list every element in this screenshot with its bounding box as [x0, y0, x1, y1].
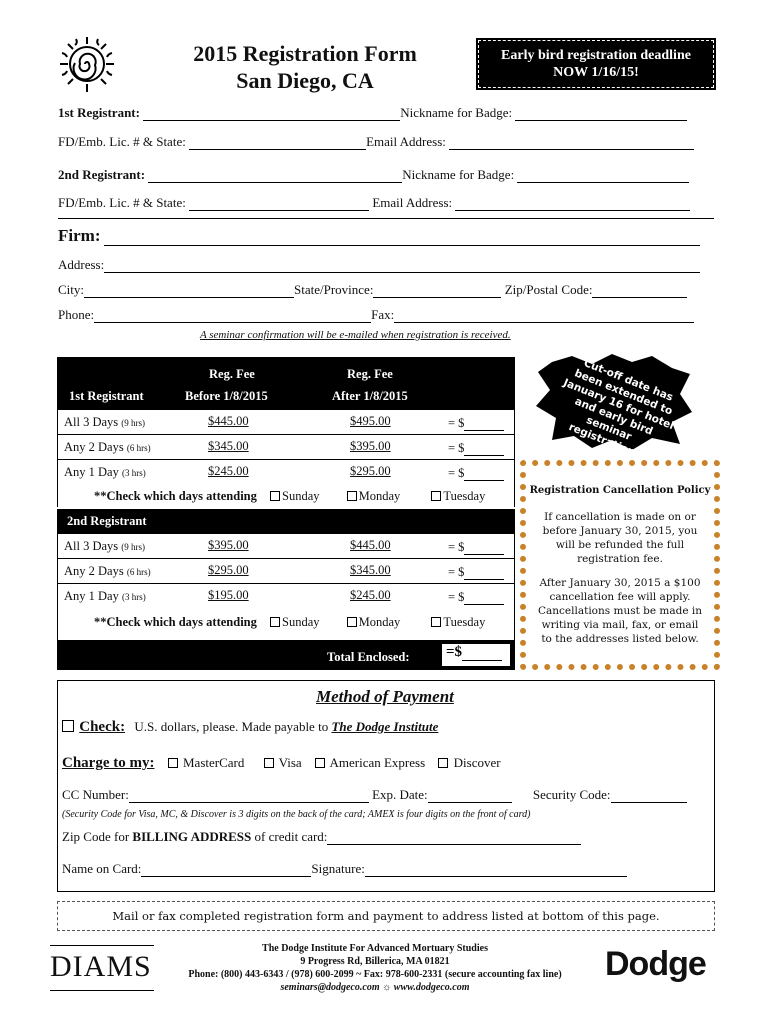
fee-total[interactable]: = $ — [448, 466, 504, 481]
fee-row — [58, 533, 514, 558]
address-row — [58, 257, 700, 273]
checkbox-icon — [264, 758, 274, 768]
zip-label: Zip/Postal Code: — [504, 282, 593, 297]
firm-row — [58, 226, 700, 246]
footer-phone: Phone: (800) 443-6343 / (978) 600-2099 ~ Fax: 978-600-2331 (secure accounting fax line) — [188, 969, 562, 980]
checkbox-icon — [431, 617, 441, 627]
checkbox-icon — [168, 758, 178, 768]
confirmation-note: A seminar confirmation will be e-mailed when registration is received. — [200, 329, 511, 341]
fax-label: Fax: — [371, 307, 395, 322]
fee-before: $245.00 — [208, 464, 249, 478]
fee-total[interactable]: = $ — [448, 441, 504, 456]
charge-label: Charge to my: — [62, 755, 155, 771]
title-line-2: San Diego, CA — [236, 68, 374, 93]
diams-logo-text: DIAMS — [50, 950, 152, 983]
footer-org: The Dodge Institute For Advanced Mortuary Studies — [262, 943, 488, 954]
city-row — [58, 282, 687, 298]
zip-bold: BILLING ADDRESS — [132, 829, 252, 844]
nickname-label-1: Nickname for Badge: — [400, 105, 513, 120]
exp-label: Exp. Date: — [372, 787, 428, 802]
page-title — [150, 40, 460, 94]
security-field[interactable] — [611, 791, 687, 803]
fee-before: $195.00 — [208, 588, 249, 602]
second-license-row — [58, 195, 690, 211]
fee-row-label: Any 1 Day (3 hrs) — [64, 465, 146, 479]
email-label-1: Email Address: — [366, 134, 446, 149]
title-line-1: 2015 Registration Form — [193, 41, 417, 66]
monday-checkbox-1[interactable] — [347, 489, 401, 503]
zip-field[interactable] — [592, 286, 687, 298]
fee-total[interactable]: = $ — [448, 590, 504, 605]
discover-option[interactable] — [438, 755, 500, 770]
check-days-label: **Check which days attending — [94, 615, 257, 629]
billing-zip-row — [62, 829, 581, 845]
policy-box — [520, 460, 720, 670]
address-label: Address: — [58, 257, 105, 272]
check-row — [62, 719, 438, 736]
payment-heading: Method of Payment — [316, 687, 454, 706]
name-label: Name on Card: — [62, 861, 142, 876]
payee: The Dodge Institute — [331, 719, 439, 734]
fee-row-label: All 3 Days (9 hrs) — [64, 539, 146, 553]
check-checkbox[interactable] — [62, 719, 76, 734]
reg-fee-label-before: Reg. Fee — [209, 367, 255, 381]
license-label-2: FD/Emb. Lic. # & State: — [58, 195, 186, 210]
city-label: City: — [58, 282, 85, 297]
security-note: (Security Code for Visa, MC, & Discover is 3 digits on the back of the card; AMEX is four digits on the front of card) — [62, 809, 531, 820]
second-registrant-field[interactable] — [148, 171, 402, 183]
sunday-label: Sunday — [282, 615, 320, 629]
first-registrant-field[interactable] — [143, 109, 400, 121]
mail-note-box — [57, 901, 715, 931]
signature-field[interactable] — [365, 865, 627, 877]
mastercard-label: MasterCard — [182, 755, 245, 770]
amex-label: American Express — [329, 755, 426, 770]
sun-logo-icon — [52, 33, 122, 95]
second-registrant-label: 2nd Registrant: — [58, 167, 146, 182]
state-label: State/Province: — [294, 282, 374, 297]
fee-row — [58, 558, 514, 583]
divider — [58, 218, 714, 219]
monday-checkbox-2[interactable] — [347, 615, 401, 629]
billing-zip-field[interactable] — [327, 833, 581, 845]
phone-row — [58, 307, 694, 323]
fee-before: $445.00 — [208, 414, 249, 428]
fee-after: $245.00 — [350, 588, 391, 602]
check-text: U.S. dollars, please. Made payable to — [134, 719, 329, 734]
fee-row-label: Any 2 Days (6 hrs) — [64, 564, 151, 578]
footer-address: 9 Progress Rd, Billerica, MA 01821 — [300, 956, 450, 967]
fee-after: $295.00 — [350, 464, 391, 478]
tuesday-checkbox-1[interactable] — [431, 489, 485, 503]
fee-total[interactable]: = $ — [448, 416, 504, 431]
dodge-logo: Dodge — [605, 945, 706, 983]
security-label: Security Code: — [532, 787, 611, 802]
payment-box — [57, 680, 715, 892]
footer-block — [170, 942, 580, 994]
second-registrant-row — [58, 167, 689, 183]
total-label: Total Enclosed: — [327, 650, 410, 664]
fee-before: $345.00 — [208, 439, 249, 453]
total-value: =$ — [446, 644, 463, 660]
address-field[interactable] — [104, 261, 700, 273]
policy-title: Registration Cancellation Policy — [529, 485, 711, 496]
first-registrant-header: 1st Registrant — [69, 389, 144, 403]
nickname-label-2: Nickname for Badge: — [402, 167, 515, 182]
state-field[interactable] — [373, 286, 501, 298]
tuesday-label: Tuesday — [443, 615, 486, 629]
second-registrant-header-bar — [57, 509, 515, 533]
checkbox-icon — [270, 491, 280, 501]
sunday-checkbox-2[interactable] — [270, 615, 320, 629]
deadline-line-1: Early bird registration deadline — [501, 48, 691, 63]
policy-para-2: After January 30, 2015 a $100 cancellation fee will apply. Cancellations must be made in writing via mail, fax, or email to the addresses listed below. — [537, 577, 703, 645]
fee-before: $395.00 — [208, 538, 249, 552]
fee-after: $345.00 — [350, 563, 391, 577]
fee-after: $445.00 — [350, 538, 391, 552]
check-days-row-1 — [94, 489, 485, 504]
fee-row-label: Any 1 Day (3 hrs) — [64, 589, 146, 603]
license-label-1: FD/Emb. Lic. # & State: — [58, 134, 186, 149]
fee-row-label: Any 2 Days (6 hrs) — [64, 440, 151, 454]
reg-fee-label-after: Reg. Fee — [347, 367, 393, 381]
license-field-2[interactable] — [189, 199, 369, 211]
checkbox-icon — [270, 617, 280, 627]
diams-logo — [50, 945, 154, 991]
col-before: Before 1/8/2015 — [185, 389, 268, 403]
cutoff-note: Cut-off date has been extended to January 16 for hotel and early bird seminar registration! — [561, 357, 676, 461]
checkbox-icon — [347, 491, 357, 501]
zip-prefix: Zip Code for — [62, 829, 130, 844]
name-signature-row — [62, 861, 627, 877]
license-field-1[interactable] — [189, 138, 366, 150]
cc-row — [62, 787, 687, 803]
monday-label: Monday — [358, 615, 401, 629]
check-label: Check: — [79, 719, 126, 735]
fee-table-first — [57, 409, 515, 507]
mail-note: Mail or fax completed registration form and payment to address listed at bottom of this page. — [112, 909, 660, 923]
fee-header — [57, 357, 515, 409]
fee-row — [58, 409, 514, 434]
fee-after: $395.00 — [350, 439, 391, 453]
monday-label: Monday — [358, 489, 401, 503]
charge-row — [62, 755, 501, 772]
sunday-label: Sunday — [282, 489, 320, 503]
first-license-row — [58, 134, 694, 150]
fee-before: $295.00 — [208, 563, 249, 577]
email-field-2[interactable] — [455, 199, 690, 211]
discover-label: Discover — [453, 755, 501, 770]
check-days-label: **Check which days attending — [94, 489, 257, 503]
fax-field[interactable] — [394, 311, 694, 323]
city-field[interactable] — [84, 286, 294, 298]
col-after: After 1/8/2015 — [332, 389, 408, 403]
second-registrant-header: 2nd Registrant — [67, 514, 147, 528]
fee-table-second — [57, 533, 515, 640]
deadline-line-2: NOW 1/16/15! — [553, 65, 639, 80]
first-registrant-row — [58, 105, 687, 121]
footer-web[interactable]: seminars@dodgeco.com ☼ www.dodgeco.com — [280, 982, 470, 993]
sunday-checkbox-1[interactable] — [270, 489, 320, 503]
checkbox-icon — [62, 720, 74, 732]
phone-label: Phone: — [58, 307, 95, 322]
fee-row — [58, 583, 514, 608]
firm-field[interactable] — [104, 234, 700, 246]
checkbox-icon — [431, 491, 441, 501]
total-bar — [57, 640, 515, 670]
phone-field[interactable] — [94, 311, 371, 323]
policy-para-1: If cancellation is made on or before January 30, 2015, you will be refunded the full registration fee. — [542, 511, 698, 565]
nickname-field-1[interactable] — [515, 109, 687, 121]
tuesday-checkbox-2[interactable] — [431, 615, 485, 629]
firm-label: Firm: — [58, 226, 101, 245]
tuesday-label: Tuesday — [443, 489, 486, 503]
checkbox-icon — [315, 758, 325, 768]
fee-after: $495.00 — [350, 414, 391, 428]
amex-option[interactable] — [315, 755, 425, 770]
email-label-2: Email Address: — [372, 195, 453, 210]
zip-suffix: of credit card: — [254, 829, 328, 844]
visa-label: Visa — [278, 755, 302, 770]
fee-row — [58, 459, 514, 484]
signature-label: Signature: — [311, 861, 365, 876]
visa-option[interactable] — [264, 755, 302, 770]
mastercard-option[interactable] — [168, 755, 245, 770]
exp-field[interactable] — [428, 791, 512, 803]
fee-total[interactable]: = $ — [448, 540, 504, 555]
nickname-field-2[interactable] — [517, 171, 689, 183]
deadline-banner — [478, 40, 714, 88]
fee-total[interactable]: = $ — [448, 565, 504, 580]
cc-label: CC Number: — [62, 787, 129, 802]
total-field[interactable] — [442, 644, 510, 666]
cutoff-burst — [532, 352, 694, 461]
checkbox-icon — [347, 617, 357, 627]
checkbox-icon — [438, 758, 448, 768]
cc-field[interactable] — [129, 791, 369, 803]
fee-row-label: All 3 Days (9 hrs) — [64, 415, 146, 429]
fee-row — [58, 434, 514, 459]
first-registrant-label: 1st Registrant: — [58, 105, 140, 120]
check-days-row-2 — [94, 615, 485, 630]
email-field-1[interactable] — [449, 138, 694, 150]
name-field[interactable] — [141, 865, 311, 877]
